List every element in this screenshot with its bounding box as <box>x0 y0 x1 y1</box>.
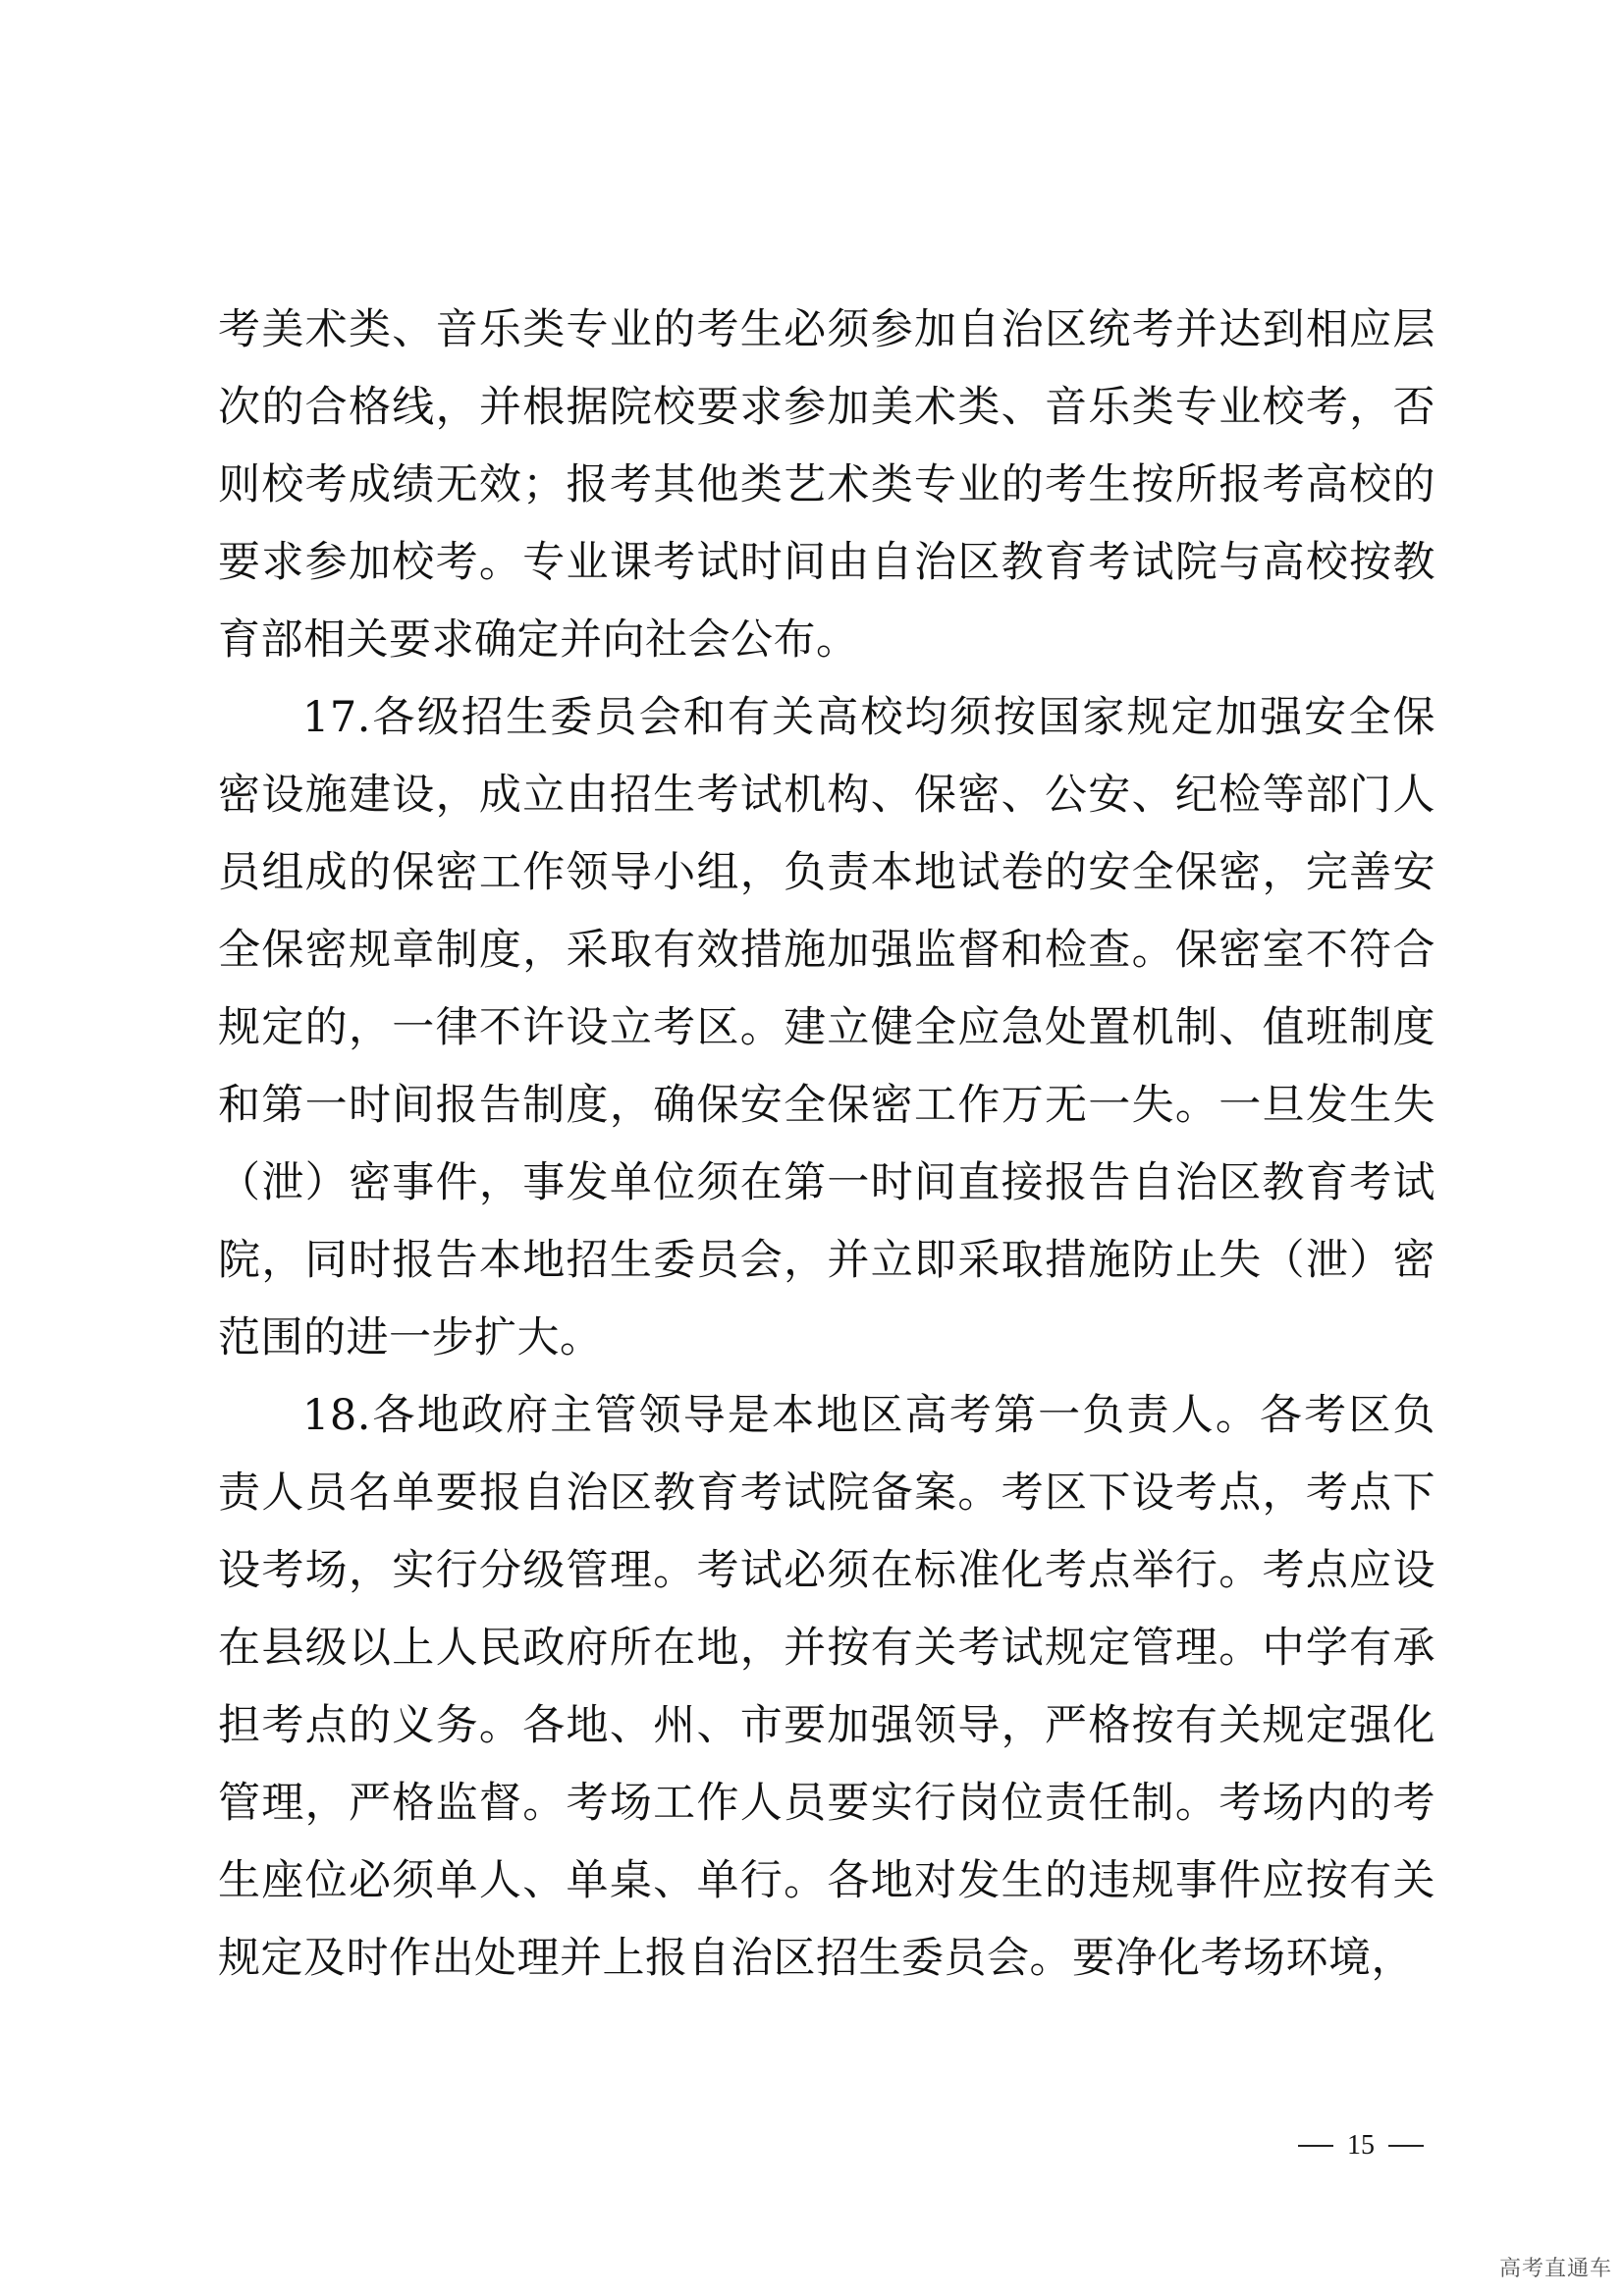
paragraph-text: 各地政府主管领导是本地区高考第一负责人。各考区负责人员名单要报自治区教育考试院备案。考区下设考点，考点下设考场，实行分级管理。考试必须在标准化考点举行。考点应设在县级以上人民政府所在地，并按有关考试规定管理。中学有承担考点的义务。各地、州、市要加强领导，严格按有关规定强化管理，严格监督。考场工作人员要实行岗位责任制。考场内的考生座位必须单人、单桌、单行。各地对发生的违规事件应按有关规定及时作出处理并上报自治区招生委员会。要净化考场环境， <box>218 1391 1435 1983</box>
body-text <box>218 292 1435 1998</box>
paragraph-18 <box>218 1377 1435 1998</box>
page-number-dash-right <box>1388 2145 1424 2147</box>
paragraph-continuation <box>218 292 1435 679</box>
paragraph-text: 考美术类、音乐类专业的考生必须参加自治区统考并达到相应层次的合格线，并根据院校要求参加美术类、音乐类专业校考，否则校考成绩无效；报考其他类艺术类专业的考生按所报考高校的要求参加校考。专业课考试时间由自治区教育考试院与高校按教育部相关要求确定并向社会公布。 <box>218 305 1435 665</box>
page-number-value: 15 <box>1347 2130 1375 2161</box>
paragraph-number: 18. <box>302 1391 371 1440</box>
paragraph-number: 17. <box>302 693 371 742</box>
paragraph-17 <box>218 679 1435 1377</box>
watermark: 高考直通车 <box>1498 2257 1612 2281</box>
page-number-dash-left <box>1298 2145 1333 2147</box>
page-number <box>1282 2126 1439 2165</box>
paragraph-text: 各级招生委员会和有关高校均须按国家规定加强安全保密设施建设，成立由招生考试机构、保密、公安、纪检等部门人员组成的保密工作领导小组，负责本地试卷的安全保密，完善安全保密规章制度，采取有效措施加强监督和检查。保密室不符合规定的，一律不许设立考区。建立健全应急处置机制、值班制度和第一时间报告制度，确保安全保密工作万无一失。一旦发生失（泄）密事件，事发单位须在第一时间直接报告自治区教育考试院，同时报告本地招生委员会，并立即采取措施防止失（泄）密范围的进一步扩大。 <box>218 693 1435 1362</box>
